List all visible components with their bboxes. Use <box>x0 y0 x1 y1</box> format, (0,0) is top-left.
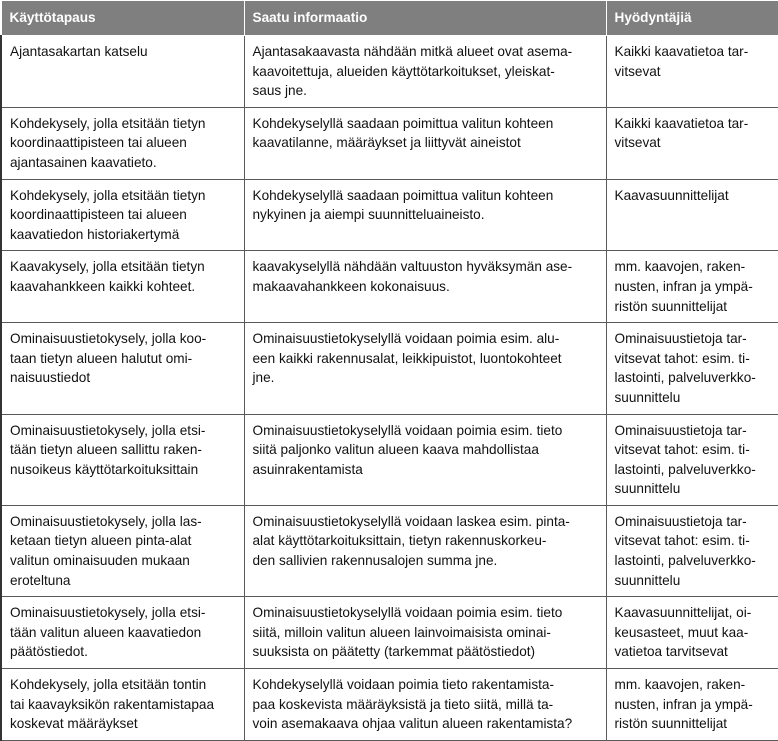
information-cell: Ominaisuustietokyselyllä voidaan poimia esim. alu- een kaikki rakennusalat, leikkipuistot, luontokohteet jne. <box>244 323 606 414</box>
table-row <box>1 179 778 251</box>
users-cell: Ominaisuustietoja tar- vitsevat tahot: esim. ti- lastointi, palveluverkko- suunnittelu <box>606 414 778 505</box>
users-cell: Ominaisuustietoja tar- vitsevat tahot: esim. ti- lastointi, palveluverkko- suunnittelu <box>606 505 778 596</box>
table-row <box>1 414 778 505</box>
users-cell: Kaavasuunnittelijat, oi- keusasteet, muut kaa- vatietoa tarvitsevat <box>606 597 778 669</box>
information-cell: Kohdekyselyllä saadaan poimittua valitun kohteen nykyinen ja aiempi suunnitteluaineisto. <box>244 179 606 251</box>
information-cell: Kohdekyselyllä voidaan poimia tieto rakentamista- paa koskevista määräyksistä ja tieto siitä, millä ta- voin asemakaava ohjaa valitun alueen rakentamista? <box>244 669 606 741</box>
header-information: Saatu informaatio <box>244 1 606 36</box>
users-cell: Kaikki kaavatietoa tar- vitsevat <box>606 36 778 108</box>
information-cell: Ominaisuustietokyselyllä voidaan poimia esim. tieto siitä, milloin valitun alueen lainvoimaisista ominai- suuksista on päätetty (tarkemmat päätöstiedot) <box>244 597 606 669</box>
users-cell: mm. kaavojen, raken- nusten, infran ja ympä- ristön suunnittelijat <box>606 669 778 741</box>
use-case-cell: Ominaisuustietokysely, jolla etsi- tään tietyn alueen sallittu raken- nusoikeus käyttötarkoituksittain <box>1 414 244 505</box>
information-cell: Ominaisuustietokyselyllä voidaan poimia esim. tieto siitä paljonko valitun alueen kaava mahdollistaa asuinrakentamista <box>244 414 606 505</box>
use-case-cell: Kohdekysely, jolla etsitään tontin tai kaavayksikön rakentamistapaa koskevat määräykset <box>1 669 244 741</box>
use-case-cell: Ominaisuustietokysely, jolla koo- taan tietyn alueen halutut omi- naisuustiedot <box>1 323 244 414</box>
information-cell: kaavakyselyllä nähdään valtuuston hyväksymän ase- makaavahankkeen kokonaisuus. <box>244 251 606 323</box>
users-cell: mm. kaavojen, raken- nusten, infran ja ympä- ristön suunnittelijat <box>606 251 778 323</box>
users-cell: Kaavasuunnittelijat <box>606 179 778 251</box>
use-case-cell: Ominaisuustietokysely, jolla etsi- tään valitun alueen kaavatiedon päätöstiedot. <box>1 597 244 669</box>
table-row <box>1 669 778 741</box>
information-cell: Ajantasakaavasta nähdään mitkä alueet ovat asema- kaavoitettuja, alueiden käyttötarkoitukset, yleiskat- saus jne. <box>244 36 606 108</box>
table-row <box>1 36 778 108</box>
use-case-cell: Kohdekysely, jolla etsitään tietyn koordinaattipisteen tai alueen kaavatiedon historiakertymä <box>1 179 244 251</box>
table-row <box>1 597 778 669</box>
table-row <box>1 107 778 179</box>
users-cell: Ominaisuustietoja tar- vitsevat tahot: esim. ti- lastointi, palveluverkko- suunnittelu <box>606 323 778 414</box>
use-case-cell: Kaavakysely, jolla etsitään tietyn kaavahankkeen kaikki kohteet. <box>1 251 244 323</box>
information-cell: Ominaisuustietokyselyllä voidaan laskea esim. pinta- alat käyttötarkoituksittain, tietyn rakennuskorkeu- den sallivien rakennusalojen summa jne. <box>244 505 606 596</box>
use-case-cell: Kohdekysely, jolla etsitään tietyn koordinaattipisteen tai alueen ajantasainen kaavatieto. <box>1 107 244 179</box>
header-users: Hyödyntäjiä <box>606 1 778 36</box>
header-row <box>1 1 778 36</box>
table-row <box>1 505 778 596</box>
users-cell: Kaikki kaavatietoa tar- vitsevat <box>606 107 778 179</box>
use-case-cell: Ajantasakartan katselu <box>1 36 244 108</box>
use-case-cell: Ominaisuustietokysely, jolla las- ketaan tietyn alueen pinta-alat valitun ominaisuuden mukaan eroteltuna <box>1 505 244 596</box>
header-use-case: Käyttötapaus <box>1 1 244 36</box>
information-cell: Kohdekyselyllä saadaan poimittua valitun kohteen kaavatilanne, määräykset ja liittyvät aineistot <box>244 107 606 179</box>
table-row <box>1 323 778 414</box>
table-row <box>1 251 778 323</box>
